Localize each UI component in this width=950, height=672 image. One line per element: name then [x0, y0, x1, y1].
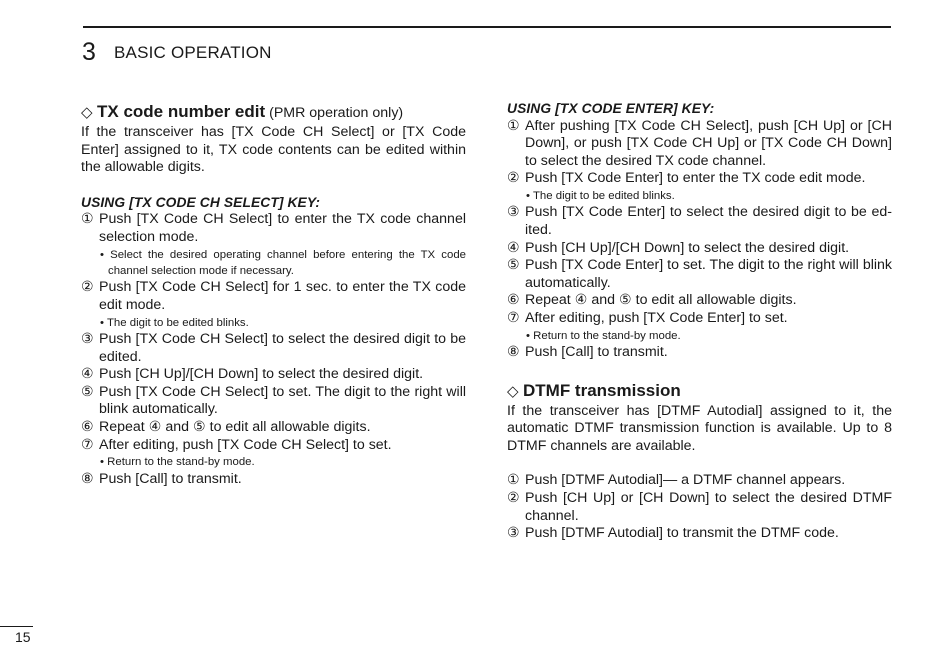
- step-item: [507, 310, 892, 328]
- step-note: [100, 315, 466, 331]
- footer-rule: [0, 626, 33, 627]
- step-text: Push [CH Up]/[CH Down] to select the desired digit.: [525, 239, 850, 256]
- step-note: [100, 454, 466, 470]
- diamond-icon: ◇: [507, 382, 519, 400]
- step-item: [81, 211, 466, 246]
- step-number: ⑧: [507, 343, 520, 360]
- step-item: [507, 344, 892, 362]
- step-item: [507, 472, 892, 490]
- step-number: ⑥: [81, 418, 94, 435]
- step-text: Push [TX Code Enter] to enter the TX code edit mode.: [525, 170, 866, 187]
- diamond-icon: ◇: [81, 104, 93, 121]
- step-item: [507, 490, 892, 525]
- step-note-text: • The digit to be edited blinks.: [526, 189, 675, 202]
- heading-note: (PMR operation only): [269, 105, 404, 121]
- step-note: [100, 247, 466, 280]
- dtmf-steps-list: [507, 472, 892, 542]
- chapter-number: 3: [82, 38, 96, 66]
- step-number: ③: [507, 525, 520, 542]
- step-number: ①: [507, 117, 520, 134]
- step-item: [507, 204, 892, 239]
- step-note: [526, 328, 892, 344]
- step-text: After pushing [TX Code CH Select], push [CH Up] or [CH Down], or push [TX Code CH Up] or [TX Code CH Down] to select the desired TX code channel.: [525, 117, 892, 169]
- step-item: [507, 292, 892, 310]
- step-text: Push [TX Code Enter] to set. The digit to the right will blink automatically.: [525, 257, 892, 291]
- step-text: Push [CH Up]/[CH Down] to select the desired digit.: [99, 366, 424, 383]
- step-number: ②: [507, 170, 520, 187]
- dtmf-heading-text: DTMF transmission: [523, 380, 681, 400]
- step-number: ⑦: [81, 436, 94, 453]
- step-number: ③: [507, 204, 520, 221]
- subheading-ch-select: USING [TX CODE CH SELECT] KEY:: [81, 194, 321, 210]
- left-column: [81, 101, 466, 488]
- step-item: [81, 366, 466, 384]
- left-steps-list: [81, 211, 466, 488]
- step-note-text: • The digit to be edited blinks.: [100, 316, 249, 329]
- step-text: Push [Call] to transmit.: [99, 470, 242, 487]
- right-steps-list: [507, 118, 892, 362]
- step-text: Push [TX Code CH Select] to select the desired digit to be edited.: [99, 330, 466, 365]
- step-text: After editing, push [TX Code Enter] to set.: [525, 309, 788, 326]
- step-number: ⑦: [507, 309, 520, 326]
- step-item: [507, 118, 892, 171]
- step-number: ②: [507, 489, 520, 506]
- dtmf-heading: [507, 380, 892, 403]
- step-number: ②: [81, 279, 94, 296]
- step-text: Push [TX Code CH Select] to set. The digit to the right will blink automatically.: [99, 383, 466, 418]
- step-note: [526, 188, 892, 204]
- heading-main: TX code number edit: [97, 102, 266, 121]
- chapter-title: BASIC OPERATION: [114, 43, 272, 62]
- step-text: Push [Call] to transmit.: [525, 343, 668, 360]
- step-item: [507, 525, 892, 543]
- step-item: [81, 437, 466, 455]
- step-text: Repeat ④ and ⑤ to edit all allowable digits.: [99, 418, 371, 435]
- step-text: Repeat ④ and ⑤ to edit all allowable digits.: [525, 292, 797, 309]
- step-number: ⑤: [507, 257, 520, 274]
- step-text: Push [TX Code CH Select] for 1 sec. to enter the TX code edit mode.: [99, 279, 466, 313]
- step-number: ⑤: [81, 383, 94, 400]
- step-item: [81, 384, 466, 419]
- step-note-text: • Select the desired operating channel before entering the TX code channel selection mode if necessary.: [100, 248, 466, 277]
- step-number: ①: [81, 211, 94, 228]
- step-text: Push [TX Code Enter] to select the desired digit to be ed-ited.: [525, 204, 892, 238]
- page-number: 15: [15, 629, 31, 645]
- step-item: [507, 170, 892, 188]
- step-number: ⑥: [507, 292, 520, 309]
- step-note-text: • Return to the stand-by mode.: [526, 329, 681, 342]
- tx-code-edit-heading: [81, 101, 466, 124]
- step-text: Push [TX Code CH Select] to enter the TX code channel selection mode.: [99, 211, 466, 245]
- step-item: [81, 419, 466, 437]
- step-text: Push [CH Up] or [CH Down] to select the desired DTMF channel.: [525, 489, 892, 524]
- step-item: [81, 471, 466, 489]
- step-number: ④: [507, 239, 520, 256]
- right-column: [507, 100, 892, 543]
- step-text: After editing, push [TX Code CH Select] to set.: [99, 436, 392, 453]
- tx-code-intro: If the transceiver has [TX Code CH Select] or [TX Code Enter] assigned to it, TX code contents can be edited within the allowable digits.: [81, 124, 466, 176]
- step-item: [81, 331, 466, 366]
- step-item: [507, 240, 892, 258]
- subheading-code-enter: USING [TX CODE ENTER] KEY:: [507, 101, 715, 116]
- header-rule: [83, 26, 891, 28]
- dtmf-intro: If the transceiver has [DTMF Autodial] assigned to it, the automatic DTMF transmission function is available. Up to 8 DTMF channels are available.: [507, 402, 892, 454]
- step-number: ⑧: [81, 470, 94, 487]
- step-number: ①: [507, 472, 520, 489]
- step-note-text: • Return to the stand-by mode.: [100, 456, 255, 469]
- step-item: [507, 257, 892, 292]
- step-text: Push [DTMF Autodial] to transmit the DTMF code.: [525, 525, 839, 542]
- step-item: [81, 279, 466, 314]
- step-number: ④: [81, 366, 94, 383]
- step-number: ③: [81, 330, 94, 347]
- step-text: Push [DTMF Autodial]— a DTMF channel appears.: [525, 472, 846, 489]
